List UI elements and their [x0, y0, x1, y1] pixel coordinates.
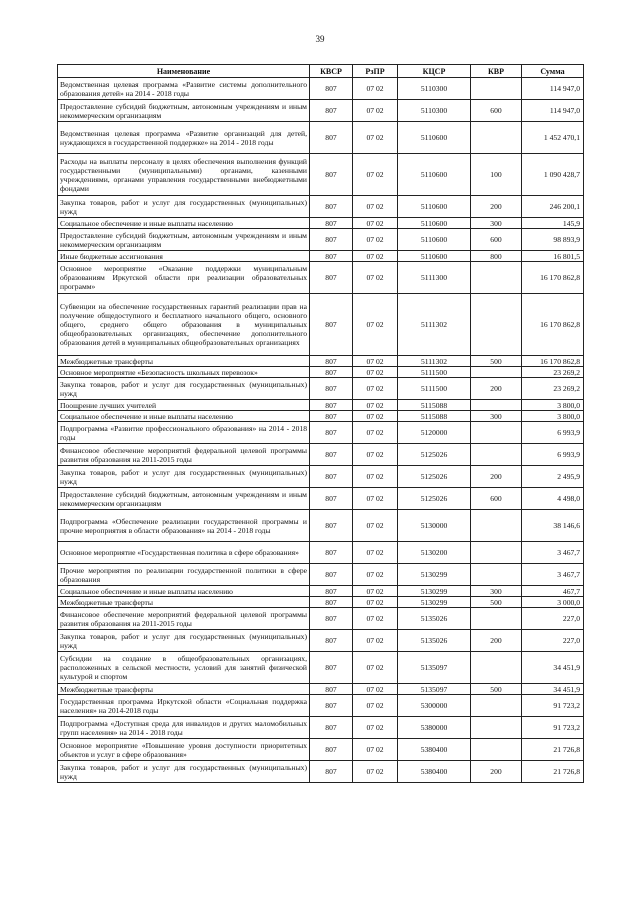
table-row [58, 100, 584, 122]
cell-sum: 145,9 [522, 218, 584, 229]
cell-kcsr: 5111302 [398, 356, 471, 367]
cell-rzpr: 07 02 [353, 717, 398, 739]
cell-name: Социальное обеспечение и иные выплаты населению [58, 218, 310, 229]
cell-name: Ведомственная целевая программа «Развитие системы дополнительного образования детей» на 2014 - 2018 годы [58, 78, 310, 100]
cell-name: Закупка товаров, работ и услуг для государственных (муниципальных) нужд [58, 761, 310, 783]
table-row [58, 229, 584, 251]
table-row [58, 608, 584, 630]
cell-rzpr: 07 02 [353, 510, 398, 542]
cell-rzpr: 07 02 [353, 367, 398, 378]
cell-kvr: 600 [471, 488, 522, 510]
cell-name: Основное мероприятие «Государственная политика в сфере образования» [58, 542, 310, 564]
cell-kvsr: 807 [310, 542, 353, 564]
cell-rzpr: 07 02 [353, 411, 398, 422]
cell-name: Основное мероприятие «Оказание поддержки муниципальным образованиям Иркутской области при реализации образовательных программ» [58, 262, 310, 294]
cell-kcsr: 5110300 [398, 78, 471, 100]
cell-kvsr: 807 [310, 78, 353, 100]
cell-rzpr: 07 02 [353, 466, 398, 488]
cell-kvsr: 807 [310, 597, 353, 608]
cell-kvsr: 807 [310, 564, 353, 586]
cell-rzpr: 07 02 [353, 100, 398, 122]
cell-rzpr: 07 02 [353, 608, 398, 630]
cell-kcsr: 5110600 [398, 218, 471, 229]
cell-kvr [471, 78, 522, 100]
cell-kcsr: 5115088 [398, 400, 471, 411]
table-row [58, 422, 584, 444]
cell-sum: 98 893,9 [522, 229, 584, 251]
cell-name: Закупка товаров, работ и услуг для государственных (муниципальных) нужд [58, 630, 310, 652]
cell-sum: 246 200,1 [522, 196, 584, 218]
cell-kcsr: 5380400 [398, 739, 471, 761]
cell-sum: 91 723,2 [522, 717, 584, 739]
table-row [58, 739, 584, 761]
cell-kvsr: 807 [310, 122, 353, 154]
cell-kvsr: 807 [310, 466, 353, 488]
table-header [58, 65, 584, 78]
cell-kcsr: 5125026 [398, 444, 471, 466]
cell-kvsr: 807 [310, 684, 353, 695]
cell-kvr [471, 739, 522, 761]
table-row [58, 652, 584, 684]
cell-kcsr: 5110600 [398, 122, 471, 154]
cell-rzpr: 07 02 [353, 542, 398, 564]
cell-name: Предоставление субсидий бюджетным, автономным учреждениям и иным некоммерческим организациям [58, 229, 310, 251]
cell-kvsr: 807 [310, 652, 353, 684]
header-row [58, 65, 584, 78]
cell-kcsr: 5110600 [398, 196, 471, 218]
header-name: Наименование [58, 65, 310, 78]
cell-name: Подпрограмма «Обеспечение реализации государственной программы и прочие мероприятия в области образования» на 2014 - 2018 годы [58, 510, 310, 542]
header-sum: Сумма [522, 65, 584, 78]
cell-rzpr: 07 02 [353, 630, 398, 652]
cell-sum: 34 451,9 [522, 652, 584, 684]
cell-sum: 467,7 [522, 586, 584, 597]
cell-name: Иные бюджетные ассигнования [58, 251, 310, 262]
cell-rzpr: 07 02 [353, 564, 398, 586]
cell-kvsr: 807 [310, 196, 353, 218]
cell-sum: 4 498,0 [522, 488, 584, 510]
cell-kvr [471, 608, 522, 630]
cell-name: Закупка товаров, работ и услуг для государственных (муниципальных) нужд [58, 466, 310, 488]
table-row [58, 262, 584, 294]
cell-name: Межбюджетные трансферты [58, 684, 310, 695]
cell-name: Подпрограмма «Развитие профессионального образования» на 2014 - 2018 годы [58, 422, 310, 444]
table-row [58, 367, 584, 378]
cell-rzpr: 07 02 [353, 251, 398, 262]
cell-kvr: 300 [471, 586, 522, 597]
cell-kvr: 200 [471, 466, 522, 488]
cell-kvr [471, 422, 522, 444]
cell-kvr [471, 367, 522, 378]
cell-sum: 21 726,8 [522, 739, 584, 761]
cell-kcsr: 5111500 [398, 367, 471, 378]
cell-rzpr: 07 02 [353, 597, 398, 608]
cell-kvr: 600 [471, 229, 522, 251]
table-row [58, 564, 584, 586]
cell-name: Подпрограмма «Доступная среда для инвалидов и других маломобильных групп населения» на 2014 - 2018 годы [58, 717, 310, 739]
cell-kvr: 300 [471, 411, 522, 422]
cell-kcsr: 5300000 [398, 695, 471, 717]
cell-rzpr: 07 02 [353, 229, 398, 251]
cell-kvsr: 807 [310, 262, 353, 294]
cell-kvsr: 807 [310, 294, 353, 356]
cell-kvsr: 807 [310, 630, 353, 652]
cell-name: Предоставление субсидий бюджетным, автономным учреждениям и иным некоммерческим организациям [58, 100, 310, 122]
cell-name: Государственная программа Иркутской области «Социальная поддержка населения» на 2014-2018 годы [58, 695, 310, 717]
cell-kvr [471, 400, 522, 411]
cell-sum: 114 947,0 [522, 100, 584, 122]
cell-rzpr: 07 02 [353, 652, 398, 684]
cell-kcsr: 5110600 [398, 229, 471, 251]
cell-rzpr: 07 02 [353, 218, 398, 229]
cell-rzpr: 07 02 [353, 761, 398, 783]
cell-kvsr: 807 [310, 761, 353, 783]
cell-kvsr: 807 [310, 229, 353, 251]
cell-sum: 91 723,2 [522, 695, 584, 717]
cell-name: Субвенции на обеспечение государственных гарантий реализации прав на получение общедоступного и бесплатного начального общего, основного общего, среднего общего образования в муниципальных общеобразовательных организациях, обеспечение дополнительного образования детей в муниципальных общеобразовательных организациях [58, 294, 310, 356]
table-row [58, 378, 584, 400]
table-row [58, 411, 584, 422]
cell-kcsr: 5135097 [398, 684, 471, 695]
table-row [58, 717, 584, 739]
cell-rzpr: 07 02 [353, 78, 398, 100]
cell-sum: 23 269,2 [522, 367, 584, 378]
cell-name: Финансовое обеспечение мероприятий федеральной целевой программы развития образования на 2011-2015 годы [58, 608, 310, 630]
cell-kvsr: 807 [310, 695, 353, 717]
cell-sum: 1 090 428,7 [522, 154, 584, 196]
cell-sum: 21 726,8 [522, 761, 584, 783]
cell-rzpr: 07 02 [353, 488, 398, 510]
cell-sum: 2 495,9 [522, 466, 584, 488]
cell-rzpr: 07 02 [353, 684, 398, 695]
cell-kvr [471, 262, 522, 294]
cell-kcsr: 5111500 [398, 378, 471, 400]
table-row [58, 761, 584, 783]
cell-kvr: 500 [471, 597, 522, 608]
cell-kvr: 300 [471, 218, 522, 229]
table-row [58, 488, 584, 510]
cell-kvsr: 807 [310, 400, 353, 411]
cell-kvsr: 807 [310, 608, 353, 630]
cell-name: Межбюджетные трансферты [58, 597, 310, 608]
cell-name: Ведомственная целевая программа «Развитие организаций для детей, нуждающихся в государственной поддержке» на 2014 - 2018 годы [58, 122, 310, 154]
cell-name: Прочие мероприятия по реализации государственной политики в сфере образования [58, 564, 310, 586]
cell-name: Закупка товаров, работ и услуг для государственных (муниципальных) нужд [58, 196, 310, 218]
cell-rzpr: 07 02 [353, 262, 398, 294]
cell-sum: 6 993,9 [522, 444, 584, 466]
cell-kvsr: 807 [310, 510, 353, 542]
cell-kvsr: 807 [310, 356, 353, 367]
table-row [58, 444, 584, 466]
cell-kvr: 100 [471, 154, 522, 196]
cell-name: Закупка товаров, работ и услуг для государственных (муниципальных) нужд [58, 378, 310, 400]
table-row [58, 684, 584, 695]
cell-rzpr: 07 02 [353, 122, 398, 154]
cell-rzpr: 07 02 [353, 739, 398, 761]
cell-rzpr: 07 02 [353, 154, 398, 196]
cell-kvr [471, 510, 522, 542]
table-row [58, 630, 584, 652]
cell-kcsr: 5380400 [398, 761, 471, 783]
cell-kvr: 200 [471, 378, 522, 400]
cell-kvr [471, 122, 522, 154]
cell-kcsr: 5125026 [398, 466, 471, 488]
cell-sum: 227,0 [522, 608, 584, 630]
cell-sum: 3 467,7 [522, 564, 584, 586]
table-row [58, 218, 584, 229]
cell-kvr [471, 652, 522, 684]
cell-sum: 16 170 862,8 [522, 262, 584, 294]
cell-kvsr: 807 [310, 488, 353, 510]
cell-sum: 3 800,0 [522, 411, 584, 422]
cell-rzpr: 07 02 [353, 378, 398, 400]
cell-kcsr: 5110300 [398, 100, 471, 122]
cell-kcsr: 5130200 [398, 542, 471, 564]
cell-sum: 16 170 862,8 [522, 294, 584, 356]
cell-kvsr: 807 [310, 717, 353, 739]
cell-kvr [471, 294, 522, 356]
cell-name: Социальное обеспечение и иные выплаты населению [58, 586, 310, 597]
table-row [58, 400, 584, 411]
cell-name: Финансовое обеспечение мероприятий федеральной целевой программы развития образования на 2011-2015 годы [58, 444, 310, 466]
cell-kcsr: 5135097 [398, 652, 471, 684]
cell-kcsr: 5110600 [398, 251, 471, 262]
cell-kvsr: 807 [310, 586, 353, 597]
cell-rzpr: 07 02 [353, 422, 398, 444]
cell-rzpr: 07 02 [353, 356, 398, 367]
cell-kcsr: 5130000 [398, 510, 471, 542]
cell-name: Субсидии на создание в общеобразовательных организациях, расположенных в сельской местности, условий для занятий физической культурой и спортом [58, 652, 310, 684]
cell-name: Расходы на выплаты персоналу в целях обеспечения выполнения функций государственными (муниципальными) органами, казенными учреждениями, органами управления государственными внебюджетными фондами [58, 154, 310, 196]
cell-sum: 1 452 470,1 [522, 122, 584, 154]
cell-kcsr: 5110600 [398, 154, 471, 196]
table-row [58, 542, 584, 564]
table-row [58, 356, 584, 367]
cell-kvsr: 807 [310, 444, 353, 466]
table-row [58, 586, 584, 597]
cell-kvr: 200 [471, 630, 522, 652]
cell-rzpr: 07 02 [353, 196, 398, 218]
cell-kvsr: 807 [310, 251, 353, 262]
cell-kvsr: 807 [310, 100, 353, 122]
cell-kvr [471, 564, 522, 586]
cell-sum: 23 269,2 [522, 378, 584, 400]
cell-rzpr: 07 02 [353, 586, 398, 597]
page-number: 39 [315, 34, 325, 44]
cell-name: Межбюджетные трансферты [58, 356, 310, 367]
table-row [58, 122, 584, 154]
cell-name: Предоставление субсидий бюджетным, автономным учреждениям и иным некоммерческим организациям [58, 488, 310, 510]
cell-name: Основное мероприятие «Безопасность школьных перевозок» [58, 367, 310, 378]
cell-rzpr: 07 02 [353, 695, 398, 717]
cell-kcsr: 5135026 [398, 630, 471, 652]
cell-kcsr: 5380000 [398, 717, 471, 739]
cell-sum: 16 801,5 [522, 251, 584, 262]
cell-kcsr: 5130299 [398, 564, 471, 586]
cell-kvsr: 807 [310, 378, 353, 400]
cell-kcsr: 5135026 [398, 608, 471, 630]
cell-kcsr: 5111302 [398, 294, 471, 356]
cell-kvr: 500 [471, 356, 522, 367]
cell-kvr: 600 [471, 100, 522, 122]
header-kvsr: КВСР [310, 65, 353, 78]
cell-kvr: 500 [471, 684, 522, 695]
cell-sum: 38 146,6 [522, 510, 584, 542]
table-row [58, 695, 584, 717]
cell-kvsr: 807 [310, 154, 353, 196]
cell-kvr: 200 [471, 761, 522, 783]
cell-sum: 3 467,7 [522, 542, 584, 564]
cell-kcsr: 5115088 [398, 411, 471, 422]
cell-kcsr: 5111300 [398, 262, 471, 294]
cell-kvr [471, 542, 522, 564]
cell-sum: 3 000,0 [522, 597, 584, 608]
cell-name: Поощрение лучших учителей [58, 400, 310, 411]
table-row [58, 597, 584, 608]
table-row [58, 196, 584, 218]
cell-kvr: 200 [471, 196, 522, 218]
cell-kvsr: 807 [310, 367, 353, 378]
table-row [58, 510, 584, 542]
cell-sum: 3 800,0 [522, 400, 584, 411]
table-row [58, 154, 584, 196]
cell-kvr [471, 717, 522, 739]
header-rzpr: РзПР [353, 65, 398, 78]
budget-table [57, 64, 584, 783]
table-body [58, 78, 584, 783]
cell-kvsr: 807 [310, 739, 353, 761]
cell-kvr [471, 695, 522, 717]
cell-kvsr: 807 [310, 411, 353, 422]
cell-kvr [471, 444, 522, 466]
cell-kvsr: 807 [310, 422, 353, 444]
cell-sum: 114 947,0 [522, 78, 584, 100]
cell-kcsr: 5130299 [398, 586, 471, 597]
cell-sum: 227,0 [522, 630, 584, 652]
cell-rzpr: 07 02 [353, 294, 398, 356]
table-row [58, 294, 584, 356]
cell-kcsr: 5130299 [398, 597, 471, 608]
cell-kvr: 800 [471, 251, 522, 262]
cell-sum: 6 993,9 [522, 422, 584, 444]
cell-kcsr: 5125026 [398, 488, 471, 510]
cell-kcsr: 5120000 [398, 422, 471, 444]
table-row [58, 251, 584, 262]
cell-name: Основное мероприятие «Повышение уровня доступности приоритетных объектов и услуг в сфере образования» [58, 739, 310, 761]
cell-kvsr: 807 [310, 218, 353, 229]
table-row [58, 78, 584, 100]
cell-rzpr: 07 02 [353, 444, 398, 466]
cell-sum: 34 451,9 [522, 684, 584, 695]
cell-name: Социальное обеспечение и иные выплаты населению [58, 411, 310, 422]
header-kvr: КВР [471, 65, 522, 78]
table-row [58, 466, 584, 488]
cell-sum: 16 170 862,8 [522, 356, 584, 367]
cell-rzpr: 07 02 [353, 400, 398, 411]
header-kcsr: КЦСР [398, 65, 471, 78]
